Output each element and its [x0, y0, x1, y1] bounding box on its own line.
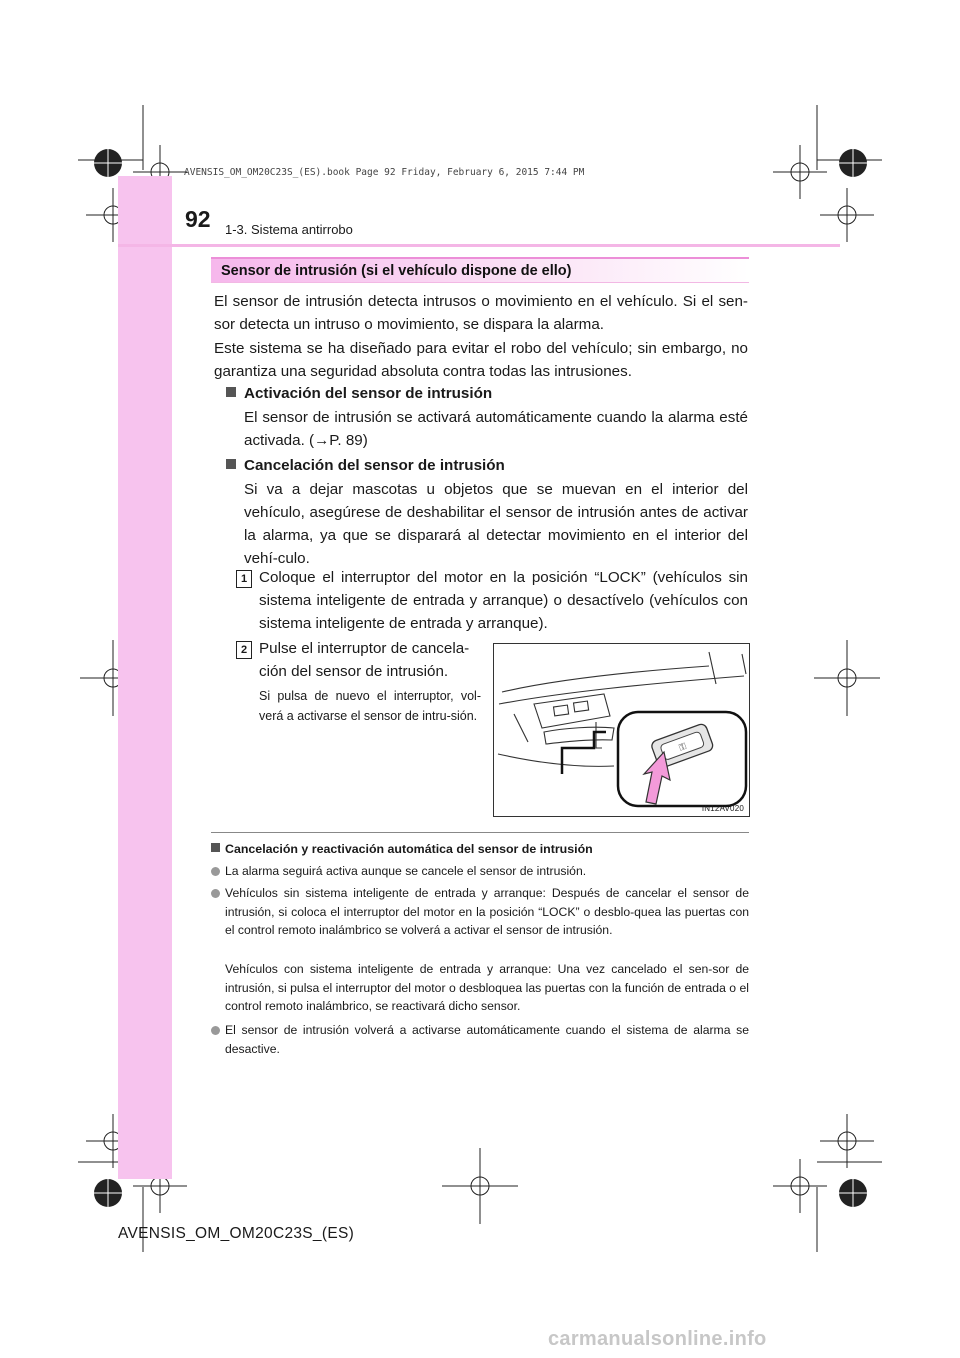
cancellation-text: Si va a dejar mascotas u objetos que se muevan en el interior del vehículo, asegúrese de deshabilitar el sensor de intrusión antes de activar la alarma, ya que se disparará al detectar movimiento en el interior del vehí-culo.: [244, 481, 748, 567]
note-item: [211, 1021, 749, 1058]
cancellation-heading: [226, 455, 505, 477]
section-title: Sensor de intrusión (si el vehículo dispone de ello): [211, 257, 749, 283]
notes-divider: [211, 832, 749, 833]
note-item-continuation: [225, 960, 749, 1016]
cancellation-heading-text: Cancelación del sensor de intrusión: [244, 457, 505, 474]
circle-bullet-icon: [211, 867, 220, 876]
figure-label: IN12AV020: [701, 804, 744, 813]
note-item: [211, 884, 749, 940]
square-bullet-icon: [211, 843, 220, 852]
notes-heading-text: Cancelación y reactivación automática del sensor de intrusión: [225, 842, 593, 856]
side-tab-strip: [118, 176, 172, 1179]
intrusion-sensor-figure: [493, 643, 750, 817]
circle-bullet-icon: [211, 889, 220, 898]
overhead-console-illustration: [494, 644, 750, 817]
square-bullet-icon: [226, 459, 236, 469]
section-label: 1-3. Sistema antirrobo: [225, 222, 353, 237]
step-2-text: Pulse el interruptor de cancela-ción del sensor de intrusión.: [259, 640, 470, 680]
notes-heading: [211, 842, 593, 856]
square-bullet-icon: [226, 387, 236, 397]
note-text: El sensor de intrusión volverá a activarse automáticamente cuando el sistema de alarma se desactive.: [225, 1023, 749, 1056]
activation-heading: [226, 383, 492, 405]
footer-doc-code: AVENSIS_OM_OM20C23S_(ES): [118, 1225, 355, 1242]
step-2-note: Si pulsa de nuevo el interruptor, vol-verá a activarse el sensor de intru-sión.: [259, 689, 481, 723]
step-2-number: 2: [236, 641, 252, 659]
print-info: AVENSIS_OM_OM20C23S_(ES).book Page 92 Friday, February 6, 2015 7:44 PM: [184, 167, 585, 178]
svg-text:⚿: ⚿: [678, 741, 688, 754]
intro-paragraph-2: Este sistema se ha diseñado para evitar el robo del vehículo; sin embargo, no garantiza una seguridad absoluta contra todas las intrusiones.: [214, 340, 748, 380]
callout-outline: [562, 732, 606, 774]
page-number: 92: [185, 206, 211, 232]
note-item: [211, 862, 749, 881]
activation-text: El sensor de intrusión se activará automáticamente cuando la alarma esté activada. (→P. 89): [244, 409, 748, 449]
step-1-text: Coloque el interruptor del motor en la posición “LOCK” (vehículos sin sistema inteligente de entrada y arranque) o desactívelo (vehículos con sistema inteligente de entrada y arranque).: [259, 569, 748, 632]
watermark: carmanualsonline.info: [548, 1328, 767, 1350]
step-1-number: 1: [236, 570, 252, 588]
activation-heading-text: Activación del sensor de intrusión: [244, 385, 493, 402]
circle-bullet-icon: [211, 1026, 220, 1035]
note-text: La alarma seguirá activa aunque se cancele el sensor de intrusión.: [225, 864, 587, 878]
intro-paragraph-1: El sensor de intrusión detecta intrusos o movimiento en el vehículo. Si el sen-sor detecta un intruso o movimiento, se dispara la alarma.: [214, 293, 748, 333]
note-text: Vehículos sin sistema inteligente de entrada y arranque: Después de cancelar el sensor de intrusión, si coloca el interruptor del motor en la posición “LOCK” o desblo-quea las puertas con el control remoto inalámbrico se volverá a activar el sensor de intrusión.: [225, 886, 749, 937]
header-rule: [118, 244, 840, 247]
note-text: Vehículos con sistema inteligente de entrada y arranque: Una vez cancelado el sen-sor de intrusión, si pulsa el interruptor del motor o desbloquea las puertas con la función de entrada o el control remoto inalámbrico, se reactivará dicho sensor.: [225, 962, 749, 1013]
